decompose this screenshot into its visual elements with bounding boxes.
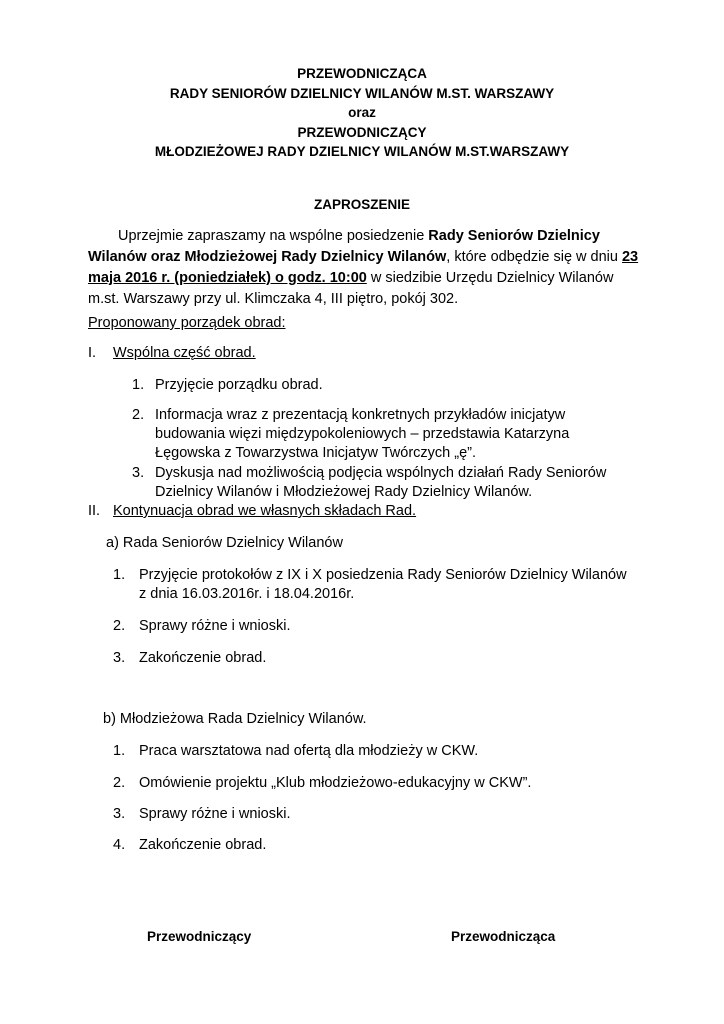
- section-2-numeral: II.: [88, 503, 101, 519]
- sb-item-1-num: 1.: [113, 743, 126, 759]
- header-line-2: RADY SENIORÓW DZIELNICY WILANÓW M.ST. WARSZAWY: [169, 85, 555, 101]
- meeting-date: 23 maja 2016 r. (poniedziałek) o godz. 10:00: [88, 249, 639, 286]
- intro-paragraph: [88, 226, 648, 310]
- section-2-title: Kontynuacja obrad we własnych składach Rad.: [113, 503, 417, 519]
- sb-item-2-num: 2.: [113, 775, 126, 791]
- signature-right: Przewodnicząca: [451, 929, 556, 944]
- s1-item-1-num: 1.: [132, 377, 145, 393]
- s1-item-3-line-2: Dzielnicy Wilanów i Młodzieżowej Rady Dzielnicy Wilanów.: [155, 484, 533, 500]
- sa-item-1-line-2: z dnia 16.03.2016r. i 18.04.2016r.: [139, 586, 355, 602]
- header-line-3: oraz: [348, 105, 376, 120]
- s1-item-3-num: 3.: [132, 465, 145, 481]
- s1-item-2-line-2: budowania więzi międzypokoleniowych – przedstawia Katarzyna: [155, 426, 570, 442]
- sub-b-label: b) Młodzieżowa Rada Dzielnicy Wilanów.: [103, 711, 367, 727]
- sub-a-label: a) Rada Seniorów Dzielnicy Wilanów: [106, 535, 343, 551]
- intro-text-3: w siedzibie Urzędu Dzielnicy Wilanów m.st. Warszawy przy ul. Klimczaka 4, III piętro, pokój 302.: [88, 270, 614, 307]
- sb-item-2-text: Omówienie projektu „Klub młodzieżowo-edukacyjny w CKW”.: [139, 775, 532, 791]
- sa-item-3-num: 3.: [113, 650, 126, 666]
- header-line-4: PRZEWODNICZĄCY: [297, 124, 427, 140]
- s1-item-2-line-1: Informacja wraz z prezentacją konkretnych przykładów inicjatyw: [155, 407, 566, 423]
- sa-item-2-text: Sprawy różne i wnioski.: [139, 618, 291, 634]
- intro-councils: Rady Seniorów Dzielnicy Wilanów oraz Młodzieżowej Rady Dzielnicy Wilanów: [88, 228, 600, 265]
- s1-item-2-num: 2.: [132, 407, 145, 423]
- intro-text-2: , które odbędzie się w dniu: [446, 249, 622, 265]
- sa-item-1-num: 1.: [113, 567, 126, 583]
- sb-item-3-text: Sprawy różne i wnioski.: [139, 806, 291, 822]
- header-line-5: MŁODZIEŻOWEJ RADY DZIELNICY WILANÓW M.ST.WARSZAWY: [154, 144, 570, 159]
- header-line-1: PRZEWODNICZĄCA: [297, 66, 427, 81]
- section-1-numeral: I.: [88, 345, 97, 361]
- intro-text-1: Uprzejmie zapraszamy na wspólne posiedzenie: [118, 228, 429, 244]
- sa-item-1-line-1: Przyjęcie protokołów z IX i X posiedzenia Rady Seniorów Dzielnicy Wilanów: [139, 567, 627, 583]
- s1-item-1-text: Przyjęcie porządku obrad.: [155, 377, 323, 393]
- document-title: ZAPROSZENIE: [313, 197, 410, 212]
- signature-left: Przewodniczący: [147, 929, 252, 944]
- sa-item-2-num: 2.: [113, 618, 126, 634]
- sb-item-1-text: Praca warsztatowa nad ofertą dla młodzieży w CKW.: [139, 743, 479, 759]
- s1-item-3-line-1: Dyskusja nad możliwością podjęcia wspólnych działań Rady Seniorów: [155, 465, 607, 481]
- sa-item-3-text: Zakończenie obrad.: [139, 650, 267, 666]
- agenda-heading: Proponowany porządek obrad:: [88, 315, 286, 331]
- s1-item-2-line-3: Łęgowska z Towarzystwa Inicjatyw Twórczych „ę”.: [155, 445, 476, 461]
- sb-item-4-num: 4.: [113, 837, 126, 853]
- sb-item-3-num: 3.: [113, 806, 126, 822]
- letter-header: [0, 64, 724, 162]
- sb-item-4-text: Zakończenie obrad.: [139, 837, 267, 853]
- section-1-title: Wspólna część obrad.: [113, 345, 256, 361]
